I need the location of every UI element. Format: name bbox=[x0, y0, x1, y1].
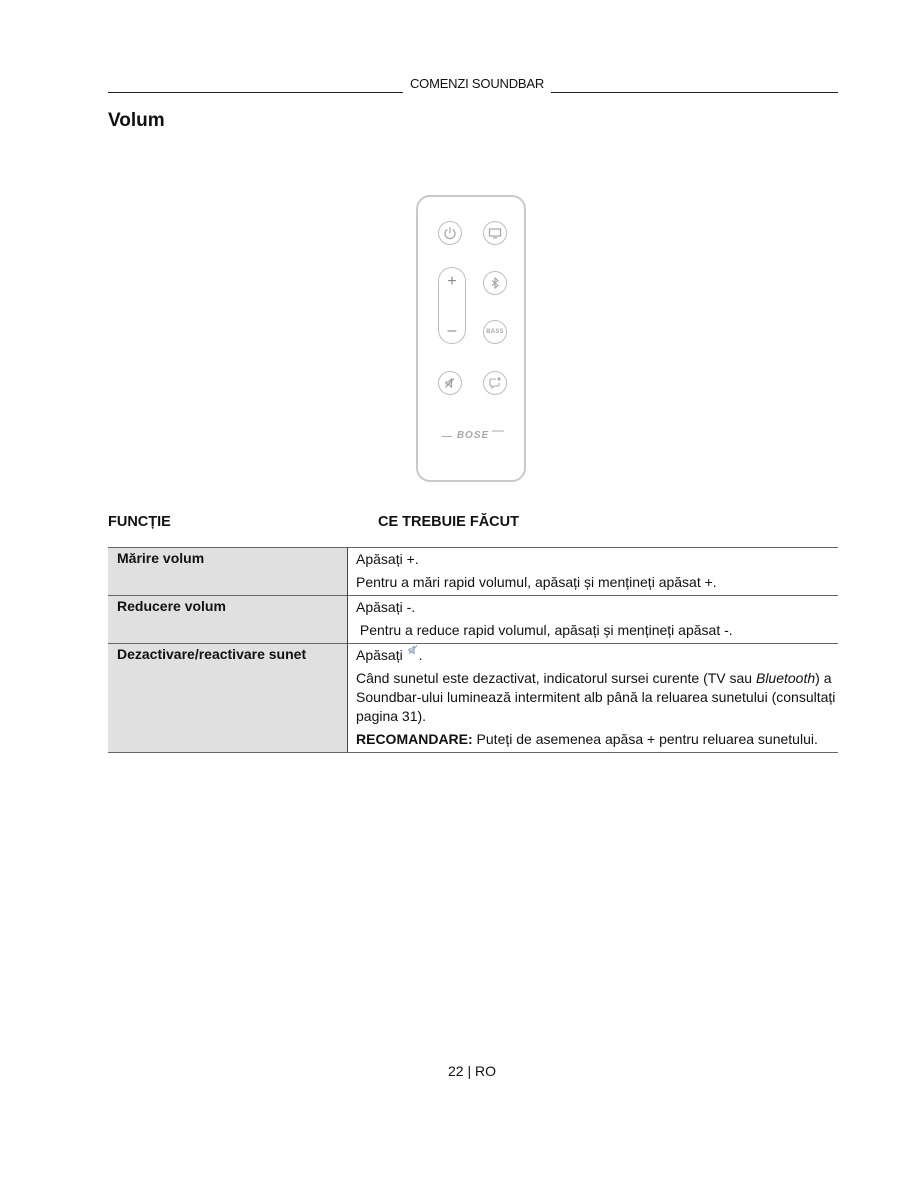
tv-icon bbox=[483, 221, 507, 245]
remote-control-illustration bbox=[416, 195, 526, 482]
tip-text: Puteți de asemenea apăsa + pentru reluarea sunetului. bbox=[472, 731, 818, 747]
action-line: Pentru a mări rapid volumul, apăsați și mențineți apăsat +. bbox=[356, 574, 717, 590]
column-header-function: FUNCȚIE bbox=[108, 514, 171, 530]
bose-logo bbox=[442, 428, 504, 440]
page-title: Volum bbox=[108, 110, 165, 131]
running-header bbox=[108, 74, 838, 94]
bass-button-icon bbox=[483, 320, 507, 344]
function-table bbox=[108, 547, 838, 753]
header-rule-right bbox=[551, 92, 838, 93]
table-row bbox=[108, 644, 838, 753]
header-rule-left bbox=[108, 92, 403, 93]
table-row bbox=[108, 548, 838, 596]
description-text: ) a Soundbar-ului luminează intermitent alb până la reluarea sunetului (consultați pagina 31). bbox=[356, 670, 836, 724]
volume-minus-icon: – bbox=[447, 322, 457, 339]
action-cell bbox=[348, 644, 839, 753]
function-cell: Dezactivare/reactivare sunet bbox=[108, 644, 348, 753]
svg-text:BOSE: BOSE bbox=[456, 430, 490, 440]
description-italic: Bluetooth bbox=[755, 670, 816, 686]
action-button-icon bbox=[483, 371, 507, 395]
column-header-action: CE TREBUIE FĂCUT bbox=[378, 514, 519, 530]
press-text: Apăsați bbox=[356, 647, 407, 663]
function-cell: Reducere volum bbox=[108, 596, 348, 644]
tip-label: RECOMANDARE: bbox=[356, 731, 473, 747]
header-section-title: COMENZI SOUNDBAR bbox=[409, 76, 545, 91]
action-line: Pentru a reduce rapid volumul, apăsați și mențineți apăsat -. bbox=[356, 622, 733, 638]
function-cell: Mărire volum bbox=[108, 548, 348, 596]
bluetooth-icon bbox=[483, 271, 507, 295]
press-suffix: . bbox=[418, 647, 423, 663]
action-line bbox=[356, 646, 838, 665]
description-text: Când sunetul este dezactivat, indicatorul sursei curente (TV sau bbox=[356, 670, 756, 686]
action-line bbox=[356, 669, 838, 726]
table-row bbox=[108, 596, 838, 644]
mute-icon bbox=[438, 371, 462, 395]
tip-line bbox=[356, 730, 838, 749]
volume-plus-icon: + bbox=[447, 273, 457, 290]
volume-rocker bbox=[438, 267, 466, 344]
action-line: Apăsați -. bbox=[356, 599, 416, 615]
action-cell bbox=[348, 596, 839, 644]
page-number: 22 | RO bbox=[448, 1063, 496, 1079]
mute-icon bbox=[407, 644, 419, 656]
action-cell bbox=[348, 548, 839, 596]
bass-label: BASS bbox=[486, 329, 504, 335]
action-line: Apăsați +. bbox=[356, 551, 419, 567]
power-icon bbox=[438, 221, 462, 245]
